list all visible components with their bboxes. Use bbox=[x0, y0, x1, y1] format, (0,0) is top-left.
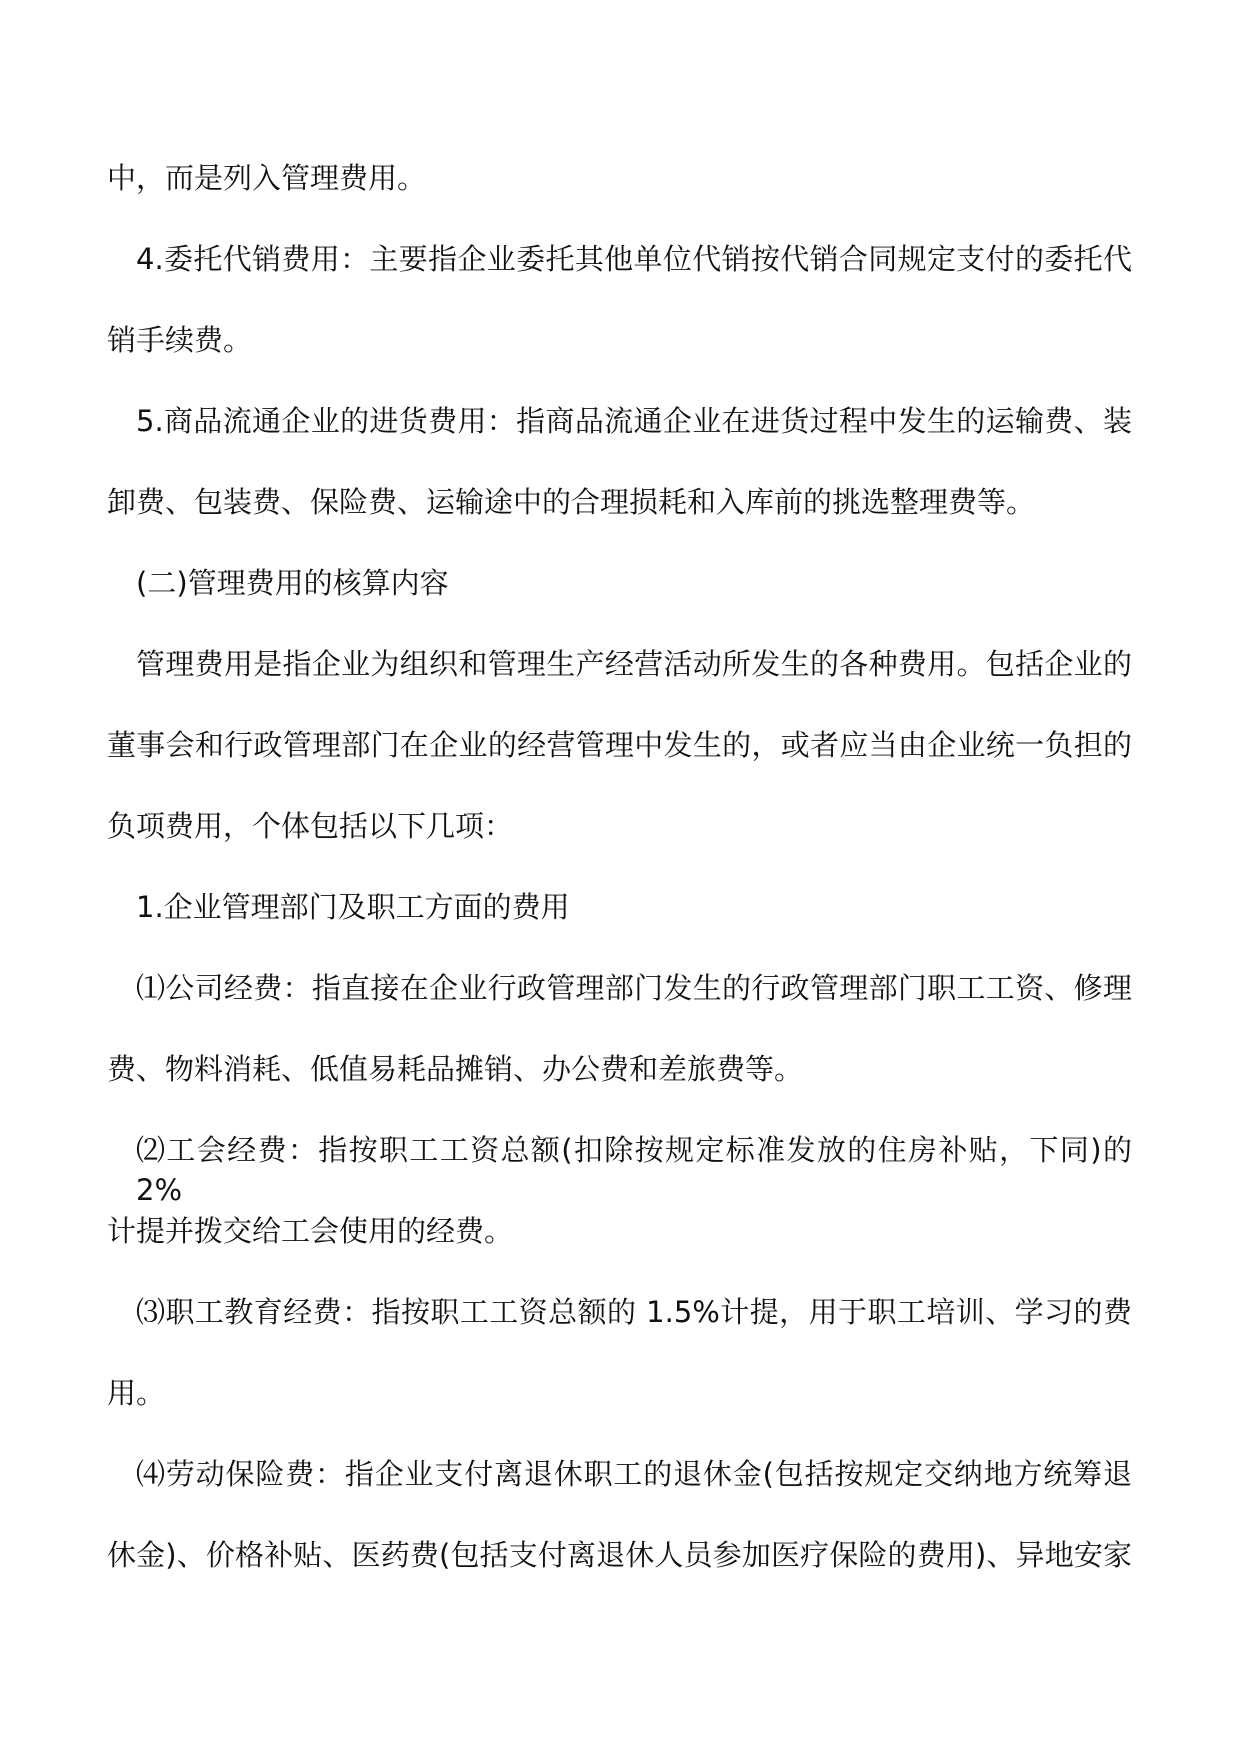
text-line-14: 计提并拨交给工会使用的经费。 bbox=[107, 1214, 514, 1248]
text-line-1: 中，而是列入管理费用。 bbox=[107, 161, 427, 195]
text-line-8: 董事会和行政管理部门在企业的经营管理中发生的，或者应当由企业统一负担的 bbox=[107, 728, 1132, 762]
text-line-5: 卸费、包装费、保险费、运输途中的合理损耗和入库前的挑选整理费等。 bbox=[107, 485, 1036, 519]
text-line-15: ⑶职工教育经费：指按职工工资总额的 1.5%计提，用于职工培训、学习的费 bbox=[136, 1295, 1132, 1329]
text-line-9: 负项费用，个体包括以下几项： bbox=[107, 809, 514, 843]
text-line-13: ⑵工会经费：指按职工工资总额(扣除按规定标准发放的住房补贴，下同)的 2% bbox=[136, 1133, 1132, 1207]
subsection-heading: 1.企业管理部门及职工方面的费用 bbox=[136, 890, 570, 924]
text-line-4: 5.商品流通企业的进货费用：指商品流通企业在进货过程中发生的运输费、装 bbox=[136, 404, 1132, 438]
text-line-7: 管理费用是指企业为组织和管理生产经营活动所发生的各种费用。包括企业的 bbox=[136, 647, 1132, 681]
text-line-3: 销手续费。 bbox=[107, 323, 253, 357]
document-body bbox=[107, 158, 1132, 1616]
text-line-12: 费、物料消耗、低值易耗品摊销、办公费和差旅费等。 bbox=[107, 1052, 804, 1086]
text-line-16: 用。 bbox=[107, 1376, 166, 1410]
text-line-18: 休金)、价格补贴、医药费(包括支付离退休人员参加医疗保险的费用)、异地安家 bbox=[107, 1538, 1132, 1572]
text-line-11: ⑴公司经费：指直接在企业行政管理部门发生的行政管理部门职工工资、修理 bbox=[136, 971, 1132, 1005]
section-heading: (二)管理费用的核算内容 bbox=[136, 566, 449, 600]
text-line-2: 4.委托代销费用：主要指企业委托其他单位代销按代销合同规定支付的委托代 bbox=[136, 242, 1132, 276]
text-line-17: ⑷劳动保险费：指企业支付离退休职工的退休金(包括按规定交纳地方统筹退 bbox=[136, 1457, 1132, 1491]
